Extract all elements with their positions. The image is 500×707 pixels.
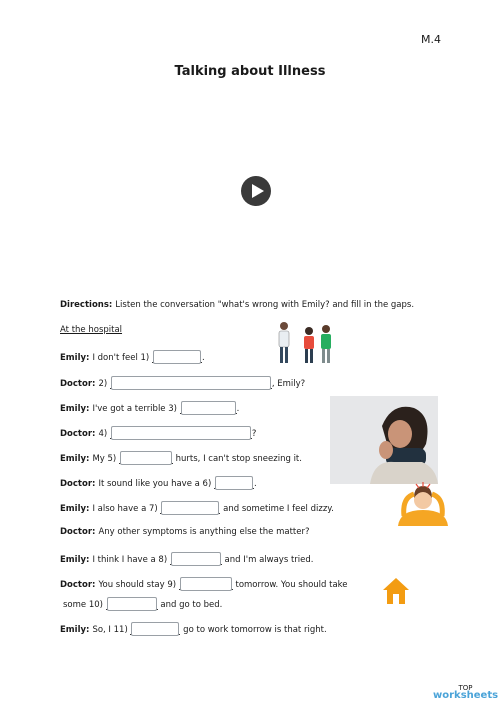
- line-text: My 5): [92, 454, 119, 464]
- dialogue-line-7: [60, 501, 334, 514]
- logo-top-text: TOP: [458, 684, 473, 692]
- speaker-label: Doctor:: [60, 479, 96, 489]
- line-text: .: [201, 353, 205, 363]
- answer-gap-5[interactable]: [120, 451, 172, 465]
- line-text: hurts, I can't stop sneezing it.: [172, 454, 302, 464]
- line-text: You should stay 9): [98, 580, 179, 590]
- speaker-label: Emily:: [60, 504, 90, 514]
- dialogue-line-9: [60, 552, 313, 565]
- line-text: I've got a terrible 3): [92, 404, 180, 414]
- line-text: Any other symptoms is anything else the matter?: [98, 527, 310, 537]
- directions: [60, 300, 414, 310]
- line-text: I think I have a 8): [92, 555, 170, 565]
- logo-brand-text: worksheets: [433, 690, 499, 701]
- speaker-label: Emily:: [60, 625, 90, 635]
- answer-gap-1[interactable]: [153, 350, 201, 364]
- speaker-label: Emily:: [60, 353, 90, 363]
- grade-label: M.4: [421, 33, 441, 46]
- dialogue-line-3: [60, 401, 239, 414]
- page-title: Talking about Illness: [174, 64, 326, 79]
- dialogue-line-12: [60, 622, 327, 635]
- answer-gap-10[interactable]: [107, 597, 157, 611]
- section-heading: At the hospital: [60, 325, 123, 335]
- play-icon: [252, 184, 264, 198]
- patient-figure-2: [321, 325, 331, 363]
- answer-gap-4[interactable]: [111, 426, 251, 440]
- speaker-label: Doctor:: [60, 580, 96, 590]
- directions-text: Listen the conversation "what's wrong with Emily? and fill in the gaps.: [115, 300, 415, 310]
- dialogue-line-1: [60, 350, 205, 363]
- line-text: .: [253, 479, 257, 489]
- answer-gap-7[interactable]: [161, 501, 219, 515]
- answer-gap-2[interactable]: [111, 376, 271, 390]
- dialogue-line-10: [60, 577, 348, 590]
- line-text: and sometime I feel dizzy.: [220, 504, 334, 514]
- headache-icon: [390, 480, 456, 528]
- house-icon: [381, 576, 411, 606]
- line-text: It sound like you have a 6): [98, 479, 214, 489]
- line-text: , Emily?: [271, 379, 306, 389]
- dialogue-line-8: [60, 527, 309, 537]
- dialogue-line-4: [60, 426, 256, 439]
- sick-woman-photo: [330, 396, 438, 484]
- answer-gap-11[interactable]: [131, 622, 179, 636]
- answer-gap-6[interactable]: [215, 476, 253, 490]
- patient-figure-1: [304, 327, 314, 363]
- answer-gap-8[interactable]: [171, 552, 221, 566]
- answer-gap-9[interactable]: [180, 577, 232, 591]
- line-text: and I'm always tried.: [221, 555, 314, 565]
- line-text: 4): [98, 429, 110, 439]
- directions-label: Directions:: [60, 300, 113, 310]
- speaker-label: Emily:: [60, 555, 90, 565]
- line-text: and go to bed.: [157, 600, 223, 610]
- line-text: ?: [251, 429, 257, 439]
- line-text: some 10): [63, 600, 106, 610]
- people-illustration: [272, 320, 336, 366]
- line-text: tomorrow. You should take: [232, 580, 348, 590]
- line-text: So, I 11): [92, 625, 131, 635]
- line-text: 2): [98, 379, 110, 389]
- audio-play-button[interactable]: [241, 176, 271, 206]
- speaker-label: Doctor:: [60, 379, 96, 389]
- speaker-label: Doctor:: [60, 527, 96, 537]
- dialogue-line-11: [60, 597, 222, 610]
- line-text: I don't feel 1): [92, 353, 152, 363]
- dialogue-line-6: [60, 476, 257, 489]
- line-text: go to work tomorrow is that right.: [180, 625, 327, 635]
- line-text: I also have a 7): [92, 504, 161, 514]
- speaker-label: Emily:: [60, 404, 90, 414]
- dialogue-line-2: [60, 376, 305, 389]
- speaker-label: Emily:: [60, 454, 90, 464]
- doctor-figure: [279, 322, 289, 363]
- topworksheets-logo: [433, 684, 498, 700]
- dialogue-line-5: [60, 451, 302, 464]
- line-text: .: [236, 404, 240, 414]
- answer-gap-3[interactable]: [181, 401, 236, 415]
- speaker-label: Doctor:: [60, 429, 96, 439]
